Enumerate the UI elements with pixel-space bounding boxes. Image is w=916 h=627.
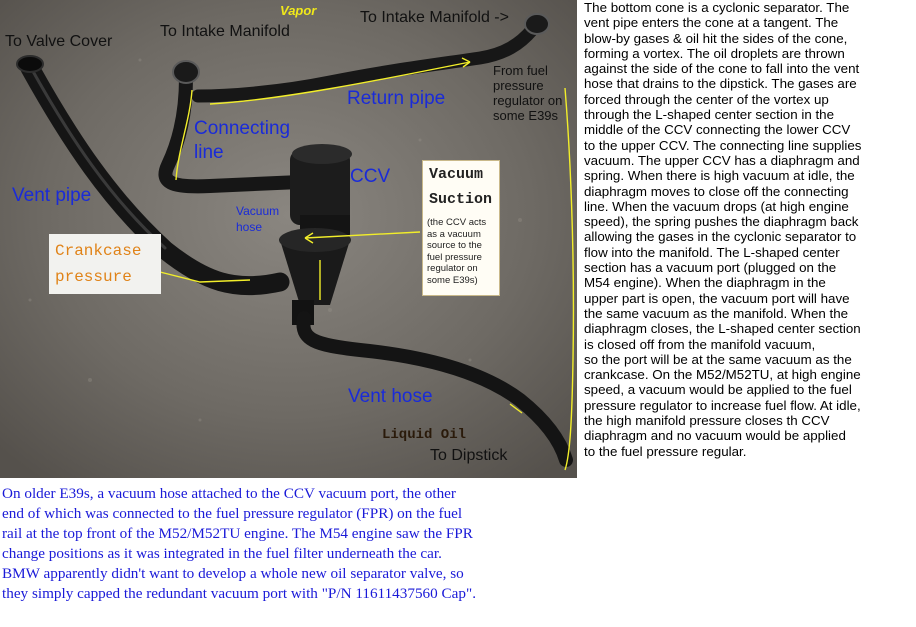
- side-line: diaphragm moves to close off the connecting: [584, 183, 849, 199]
- vacuum-suction-title-2: Suction: [429, 191, 493, 208]
- to-dipstick-label: To Dipstick: [430, 447, 508, 464]
- side-line: against the side of the cone to fall into the vent: [584, 61, 860, 77]
- side-line: pressure regulator to increase fuel flow. At idle,: [584, 397, 861, 413]
- side-line: to the fuel pressure regular.: [584, 443, 747, 459]
- bottom-line: change positions as it was integrated in the fuel filter underneath the car.: [2, 545, 442, 562]
- to-valve-cover-label: To Valve Cover: [5, 33, 113, 50]
- side-line: is closed off from the manifold vacuum,: [584, 336, 816, 352]
- from-fpr-note: From fuel pressure regulator on some E39s: [493, 63, 563, 123]
- side-line: forming a vortex. The oil droplets are thrown: [584, 45, 845, 61]
- side-line: vacuum. The upper CCV has a diaphragm and: [584, 152, 860, 168]
- side-line: to the upper CCV. The connecting line supplies: [584, 137, 862, 153]
- pressure-label: pressure: [55, 268, 132, 286]
- side-line: speed), the spring pushes the diaphragm back: [584, 214, 859, 230]
- liquid-oil-label: Liquid Oil: [382, 427, 467, 443]
- side-line: forced through the center of the vortex up: [584, 91, 829, 107]
- side-line: M54 engine). When the diaphragm in the: [584, 275, 826, 291]
- side-line: hose that drains to the dipstick. The gases are: [584, 76, 857, 92]
- side-line: crankcase. On the M52/M52TU, at high engine: [584, 367, 861, 383]
- bottom-line: end of which was connected to the fuel pressure regulator (FPR) on the fuel: [2, 505, 463, 522]
- vent-pipe-label: Vent pipe: [12, 185, 92, 206]
- side-line: flow into the manifold. The L-shaped center: [584, 244, 840, 260]
- side-line: vent pipe enters the cone at a tangent. The: [584, 15, 839, 31]
- bottom-line: On older E39s, a vacuum hose attached to the CCV vacuum port, the other: [2, 485, 456, 502]
- vacuum-label: Vacuum: [236, 204, 280, 218]
- ccv-label: CCV: [350, 166, 391, 187]
- bottom-line: BMW apparently didn't want to develop a whole new oil separator valve, so: [2, 565, 464, 582]
- return-pipe-label: Return pipe: [347, 88, 446, 109]
- hose-label: hose: [236, 220, 263, 234]
- vacuum-suction-title-1: Vacuum: [429, 166, 484, 183]
- side-line: The bottom cone is a cyclonic separator. The: [584, 0, 850, 15]
- side-line: upper part is open, the vacuum port will have: [584, 290, 850, 306]
- side-line: allowing the gases in the cyclonic separator to: [584, 229, 857, 245]
- side-line: so the port will be at the same vacuum as the: [584, 351, 852, 367]
- side-line: diaphragm closes, the L-shaped center section: [584, 321, 861, 337]
- crankcase-label: Crankcase: [55, 242, 142, 260]
- connecting-line-fitting: [173, 61, 199, 83]
- to-intake-manifold-left-label: To Intake Manifold: [160, 23, 290, 40]
- vapor-label: Vapor: [280, 3, 317, 18]
- side-line: speed, a vacuum would be applied to the fuel: [584, 382, 852, 398]
- side-line: blow-by gases & oil hit the sides of the cone,: [584, 30, 848, 46]
- line-label: line: [194, 142, 224, 163]
- crankcase-pressure-box: [49, 234, 161, 294]
- bottom-explanation: [2, 484, 584, 604]
- to-intake-manifold-right-label: To Intake Manifold ->: [360, 9, 509, 26]
- vent-hose-label: Vent hose: [348, 386, 433, 407]
- side-line: diaphragm and no vacuum would be applied: [584, 428, 846, 444]
- vacuum-suction-box: [422, 160, 500, 296]
- return-pipe-fitting: [525, 14, 549, 34]
- vent-pipe-end: [17, 56, 43, 72]
- side-line: the high manifold pressure closes th CCV: [584, 413, 830, 429]
- connecting-label: Connecting: [194, 118, 291, 139]
- side-line: section has a vacuum port (plugged on the: [584, 260, 837, 276]
- bottom-line: rail at the top front of the M52/M52TU engine. The M54 engine saw the FPR: [2, 525, 473, 542]
- side-line: spring. When there is high vacuum at idle, the: [584, 168, 855, 184]
- side-explanation: [584, 0, 916, 459]
- vacuum-suction-note: (the CCV acts as a vacuum source to the fuel pressure regulator on some E39s): [427, 217, 487, 286]
- side-line: middle of the CCV connecting the lower CCV: [584, 122, 851, 138]
- side-line: line. When the vacuum drops (at high engine: [584, 198, 849, 214]
- bottom-line: they simply capped the redundant vacuum port with "P/N 11611437560 Cap".: [2, 585, 476, 602]
- side-line: through the L-shaped center section in the: [584, 107, 834, 123]
- side-line: the same vacuum as the manifold. When the: [584, 305, 849, 321]
